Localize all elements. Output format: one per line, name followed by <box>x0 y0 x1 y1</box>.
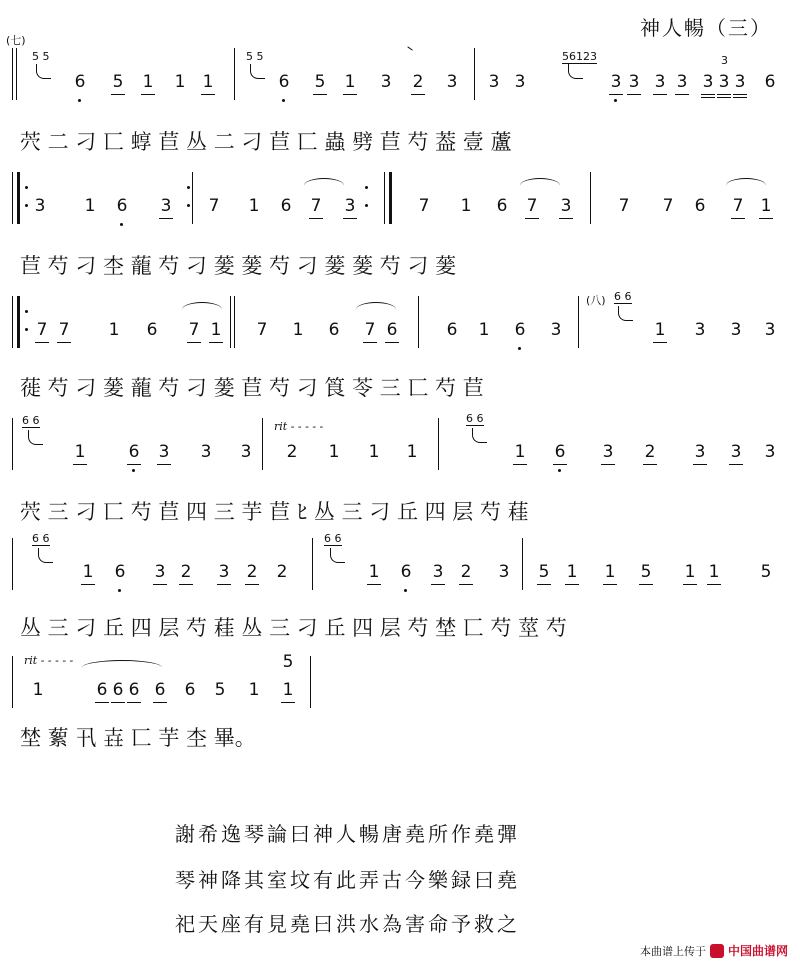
note: 7 <box>34 320 50 340</box>
staff-row-1: (七) 5 5 6 5 1 1 1 5 5 6 5 1 3 2 3 3 3 56123 3 3 3 3 3 3 3 3 6 <box>12 48 778 100</box>
note: 3 <box>156 442 172 462</box>
grace-note: 5 5 <box>246 50 264 63</box>
grace-note: 6 6 <box>22 414 40 427</box>
staff-row-4 <box>12 412 778 470</box>
grace-note: 6 6 <box>614 290 632 303</box>
note: 3 <box>446 72 458 92</box>
note: 6 <box>114 196 130 216</box>
note: 1 <box>248 196 260 216</box>
grace-note: 6 6 <box>324 532 342 545</box>
note: 3 <box>240 442 252 462</box>
note: 3 <box>430 562 446 582</box>
note: 1 <box>706 562 722 582</box>
note: 1 <box>366 562 382 582</box>
note: 3 <box>700 72 716 92</box>
ritardando-mark: rit - - - - - <box>24 654 74 667</box>
note: 1 <box>342 72 358 92</box>
note: 3 <box>692 442 708 462</box>
tablature-row-1: 茓 二 刁 匸 蜳 苣 丛 二 刁 苣 匸 蟲 劈 苣 芍 葢 壹 蘆 <box>20 130 512 154</box>
note: 7 <box>56 320 72 340</box>
note: 1 <box>292 320 304 340</box>
note: 3 <box>652 72 668 92</box>
note: 1 <box>682 562 698 582</box>
note: 1 <box>80 562 96 582</box>
note: 6 <box>94 680 110 700</box>
note: 6 <box>280 196 292 216</box>
commentary-line-1: 謝希逸琴論曰神人暢唐堯所作堯彈 <box>175 822 520 846</box>
section-mark-8: (八) <box>586 294 606 307</box>
note: 5 <box>760 562 772 582</box>
grace-note: 6 6 <box>466 412 484 425</box>
note: 7 <box>208 196 220 216</box>
note: 6 <box>496 196 508 216</box>
note: 3 <box>380 72 392 92</box>
staff-row-3 <box>12 290 778 348</box>
note: 2 <box>244 562 260 582</box>
site-logo-icon <box>710 944 724 958</box>
tablature-row-5: 丛 三 刁 丘 四 层 芍 蓕 丛 三 刁 丘 四 层 芍 埜 匸 芍 莖 芍 <box>20 616 567 640</box>
grace-note: 56123 <box>562 50 597 63</box>
note: 6 <box>552 442 568 462</box>
note: 3 <box>730 320 742 340</box>
note: 6 <box>126 680 142 700</box>
note: 5 <box>214 680 226 700</box>
note: 3 <box>764 442 776 462</box>
note: 5 <box>282 652 294 672</box>
note: 1 <box>758 196 774 216</box>
note: 1 <box>280 680 296 700</box>
page-title: 神人暢（三） <box>640 16 772 40</box>
note: 6 <box>446 320 458 340</box>
note: 3 <box>694 320 706 340</box>
note: 6 <box>72 72 88 92</box>
note: 1 <box>84 196 96 216</box>
note: 7 <box>730 196 746 216</box>
note: 3 <box>728 442 744 462</box>
tablature-row-2: 苣 芍 刁 杢 蘢 芍 刁 蓌 蓌 芍 刁 蓌 蓌 芍 刁 蓌 <box>20 254 457 278</box>
note: 1 <box>208 320 224 340</box>
note: 1 <box>564 562 580 582</box>
note: 3 <box>514 72 526 92</box>
note: 7 <box>418 196 430 216</box>
note: 2 <box>286 442 298 462</box>
footer <box>640 942 788 959</box>
note: 2 <box>458 562 474 582</box>
note: 3 <box>550 320 562 340</box>
note: 5 <box>110 72 126 92</box>
note: 1 <box>108 320 120 340</box>
note: 2 <box>276 562 288 582</box>
note: 1 <box>652 320 668 340</box>
note: 3 <box>716 72 732 92</box>
note: 3 <box>34 196 46 216</box>
note: 6 <box>146 320 158 340</box>
note: 7 <box>308 196 324 216</box>
note: 6 <box>112 562 128 582</box>
tablature-row-3: 蓰 芍 刁 蓌 蘢 芍 刁 蓌 苣 芍 刁 筤 苓 三 匸 芍 苣 <box>20 376 484 400</box>
note: 2 <box>410 72 426 92</box>
note: 6 <box>126 442 142 462</box>
note: 3 <box>608 72 624 92</box>
note: 3 <box>600 442 616 462</box>
note: 1 <box>368 442 380 462</box>
footer-text: 本曲谱上传于 <box>639 944 706 958</box>
note: 7 <box>662 196 674 216</box>
grace-note: 6 6 <box>32 532 50 545</box>
staff-row-2 <box>12 172 778 224</box>
note: 1 <box>72 442 88 462</box>
note: 1 <box>406 442 418 462</box>
note: 1 <box>602 562 618 582</box>
note: 6 <box>398 562 414 582</box>
note: 1 <box>512 442 528 462</box>
note: 6 <box>384 320 400 340</box>
note: 6 <box>764 72 776 92</box>
note: 5 <box>536 562 552 582</box>
note: 3 <box>342 196 358 216</box>
note: 3 <box>216 562 232 582</box>
note: 3 <box>158 196 174 216</box>
note: 1 <box>248 680 260 700</box>
note: 1 <box>174 72 186 92</box>
note: 7 <box>256 320 268 340</box>
note: 3 <box>152 562 168 582</box>
note: 2 <box>178 562 194 582</box>
note: 3 <box>674 72 690 92</box>
note: 1 <box>460 196 472 216</box>
note: 6 <box>328 320 340 340</box>
note: 7 <box>362 320 378 340</box>
note: 5 <box>312 72 328 92</box>
note: 7 <box>618 196 630 216</box>
note: 2 <box>642 442 658 462</box>
note: 7 <box>524 196 540 216</box>
note: 1 <box>478 320 490 340</box>
staff-row-6 <box>12 652 778 708</box>
note: 1 <box>200 72 216 92</box>
note: 7 <box>186 320 202 340</box>
commentary-line-2: 琴神降其室坟有此弄古今樂録曰堯 <box>175 868 520 892</box>
commentary-line-3: 祀天座有見堯曰洪水為害命予救之 <box>175 912 520 936</box>
note: 6 <box>184 680 196 700</box>
note: 3 <box>558 196 574 216</box>
site-name[interactable]: 中国曲谱网 <box>727 944 788 958</box>
section-mark-7: (七) <box>6 34 26 47</box>
note: 3 <box>498 562 510 582</box>
note: 6 <box>512 320 528 340</box>
note: 3 <box>626 72 642 92</box>
ritardando-mark: rit - - - - - <box>274 420 324 433</box>
note: 6 <box>152 680 168 700</box>
note: 1 <box>140 72 156 92</box>
note: 6 <box>694 196 706 216</box>
note: 3 <box>764 320 776 340</box>
grace-note: 5 5 <box>32 50 50 63</box>
staff-row-5 <box>12 532 778 590</box>
tablature-row-4: 茓 三 刁 匸 芍 苣 四 三 芋 苣 ﾋ 丛 三 刁 丘 四 层 芍 蓕 <box>20 500 529 524</box>
note: 6 <box>276 72 292 92</box>
note: 1 <box>32 680 44 700</box>
note: 3 <box>732 72 748 92</box>
note: 3 <box>200 442 212 462</box>
tablature-row-6: 埜 蕠 卂 壵 匸 芋 杢 畢。 <box>20 726 256 750</box>
note: 6 <box>110 680 126 700</box>
note: 1 <box>328 442 340 462</box>
note: 5 <box>638 562 654 582</box>
note: 3 <box>488 72 500 92</box>
